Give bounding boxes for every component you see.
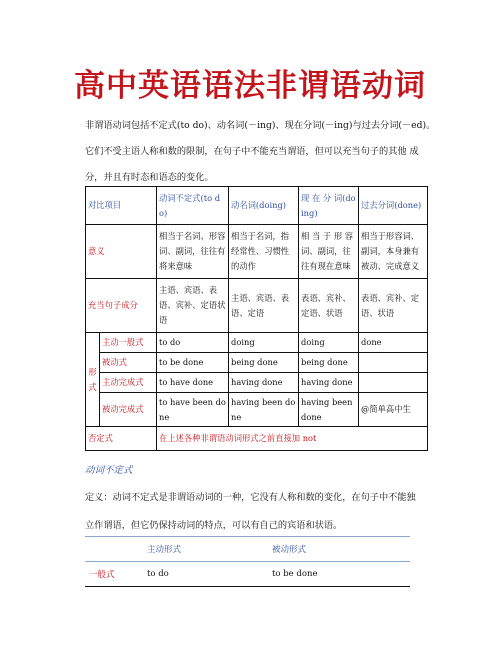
form-gerund: having been done	[229, 393, 299, 427]
page-title: 高中英语语法非谓语动词	[74, 68, 426, 104]
table-row-form	[86, 393, 428, 427]
form-label: 被动式	[100, 353, 157, 373]
small-header-passive: 被动形式	[268, 537, 410, 562]
intro-line-1: 非谓语动词包括不定式(to do)、动名词(－ing)、现在分词(－ing)与过去分词(－ed)。	[85, 120, 436, 131]
form-label: 主动完成式	[100, 373, 157, 393]
intro-line-2: 它们不受主语人称和数的限制，在句子中不能充当谓语，但可以充当句子的其他 成	[85, 146, 419, 157]
form-past-participle	[359, 353, 428, 373]
form-label: 主动一般式	[100, 333, 157, 353]
form-gerund: having done	[229, 373, 299, 393]
small-header-blank	[85, 537, 143, 562]
function-gerund: 主语、宾语、表语、定语	[229, 279, 299, 333]
form-label: 被动完成式	[100, 393, 157, 427]
row-label-function: 充当句子成分	[86, 279, 157, 333]
table-row-form	[86, 353, 428, 373]
small-header-active: 主动形式	[143, 537, 268, 562]
definition-line-2: 立作谓语，但它仍保持动词的特点，可以有自己的宾语和状语。	[85, 520, 343, 531]
form-gerund: being done	[229, 353, 299, 373]
form-past-participle: done	[359, 333, 428, 353]
form-gerund: doing	[229, 333, 299, 353]
form-infinitive: to have done	[157, 373, 229, 393]
form-past-participle: @简单高中生	[359, 393, 428, 427]
small-row-active: to do	[143, 562, 268, 587]
small-row-passive: to be done	[268, 562, 410, 587]
header-past-participle: 过去分词(done)	[359, 187, 428, 225]
definition-paragraph	[85, 484, 425, 540]
meaning-past-participle: 相当于形容词、副词，本身兼有被动、完成意义	[359, 225, 428, 279]
intro-line-3: 分，并且有时态和语态的变化。	[85, 172, 214, 183]
header-item: 对比项目	[86, 187, 157, 225]
table-row-form	[86, 333, 428, 353]
form-present-participle: being done	[299, 353, 359, 373]
table-row-function	[86, 279, 428, 333]
form-infinitive: to do	[157, 333, 229, 353]
header-gerund: 动名词(doing)	[229, 187, 299, 225]
header-infinitive: 动词不定式(to do)	[157, 187, 229, 225]
form-infinitive: to have been done	[157, 393, 229, 427]
form-present-participle: having done	[299, 373, 359, 393]
section-heading: 动词不定式	[85, 465, 133, 476]
row-label-meaning: 意义	[86, 225, 157, 279]
intro-paragraph	[85, 113, 436, 191]
function-infinitive: 主语、宾语、表语、宾补、定语状语	[157, 279, 229, 333]
definition-line-1: 定义：动词不定式是非谓语动词的一种，它没有人称和数的变化，在句子中不能独	[85, 492, 416, 503]
table-row-form	[86, 373, 428, 393]
meaning-gerund: 相当于名词，指经常性、习惯性的动作	[229, 225, 299, 279]
form-infinitive: to be done	[157, 353, 229, 373]
meaning-infinitive: 相当于名词、形容词、副词，往往有将来意味	[157, 225, 229, 279]
table-header-row	[86, 187, 428, 225]
infinitive-form-table	[85, 536, 410, 587]
form-present-participle: having been done	[299, 393, 359, 427]
comparison-table	[85, 186, 428, 451]
negative-text: 在上述各种非谓语动词形式之前直接加 not	[157, 427, 428, 451]
function-past-participle: 表语、宾补、定语、状语	[359, 279, 428, 333]
form-past-participle	[359, 373, 428, 393]
table-row-meaning	[86, 225, 428, 279]
header-present-participle: 现 在 分 词(doing)	[299, 187, 359, 225]
form-present-participle: doing	[299, 333, 359, 353]
table-row-negative	[86, 427, 428, 451]
row-label-negative: 否定式	[86, 427, 157, 451]
meaning-present-participle: 相 当 于 形 容词、副词，往往有现在意味	[299, 225, 359, 279]
function-present-participle: 表语、宾补、定语、状语	[299, 279, 359, 333]
small-table-header-row	[85, 537, 410, 562]
small-table-row	[85, 562, 410, 587]
small-row-label: 一般式	[85, 562, 143, 587]
row-label-forms: 形式	[86, 333, 100, 427]
